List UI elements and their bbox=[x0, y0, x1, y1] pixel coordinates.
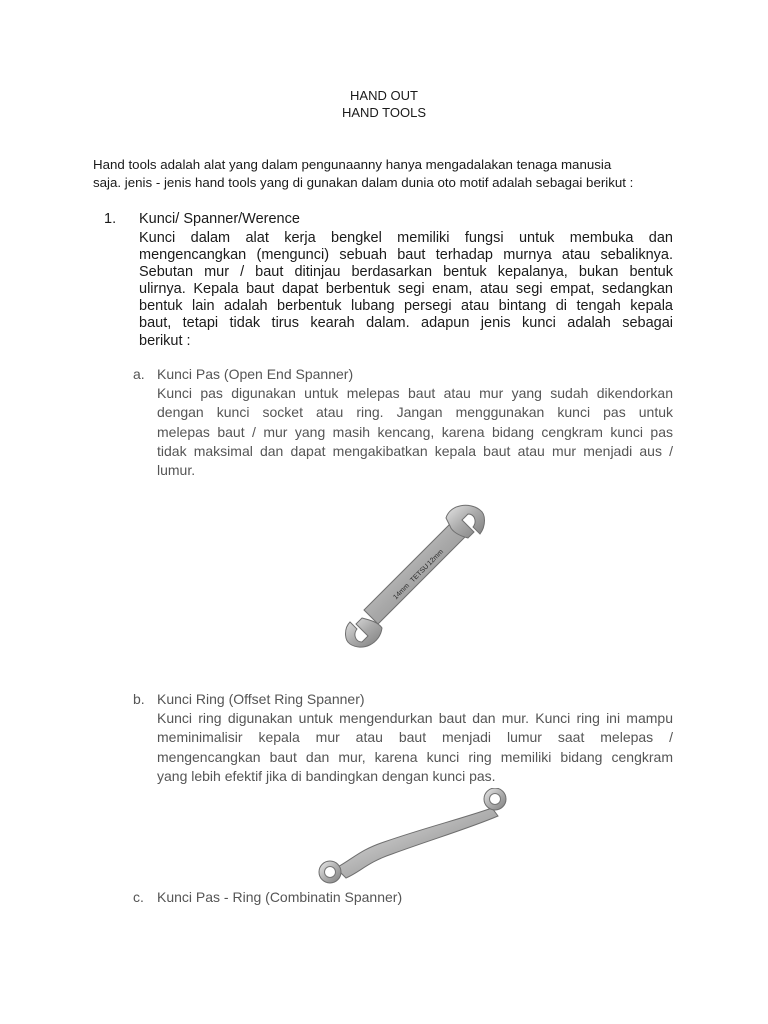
section-body-line: ulirnya. Kepala baut dapat berbentuk segi enam, atau segi empat, sedangkan bbox=[139, 281, 673, 298]
item-b-body-line: yang lebih efektif jika di bandingkan dengan kunci pas. bbox=[157, 767, 496, 784]
section-body-line: bentuk lain adalah berbentuk lubang persegi atau bintang di tengah kepala bbox=[139, 298, 673, 315]
item-a-body-line: dengan kunci socket atau ring. Jangan menggunakan kunci pas untuk bbox=[157, 404, 673, 421]
section-number: 1. bbox=[104, 211, 117, 227]
item-a-title: Kunci Pas (Open End Spanner) bbox=[157, 366, 354, 382]
item-b-letter: b. bbox=[133, 691, 145, 707]
spanner-brand: TETSU bbox=[409, 563, 431, 585]
section-body-line: berikut : bbox=[139, 332, 191, 349]
intro-paragraph bbox=[93, 156, 683, 192]
section-body-line: baut, tetapi tidak tirus kearah dalam. adapun jenis kunci adalah sebagai bbox=[139, 315, 673, 332]
item-a-body-line: melepas baut / mur yang masih kencang, karena bidang cengkram kunci pas bbox=[157, 423, 673, 440]
section-body-line: mengencangkan (mengunci) sebuah baut terhadap murnya atau sebaliknya. bbox=[139, 247, 673, 264]
item-b-body-line: meminimalisir kepala mur atau baut menjadi lumur saat melepas / bbox=[157, 729, 673, 746]
intro-line: Hand tools adalah alat yang dalam pengunaanny hanya mengadalakan tenaga manusia bbox=[93, 157, 612, 172]
item-a-body-line: tidak maksimal dan dapat mengakibatkan kepala baut atau mur menjadi aus / bbox=[157, 442, 673, 459]
header-subtitle: HAND TOOLS bbox=[341, 105, 427, 120]
spanner-size-left: 14mm bbox=[392, 582, 412, 602]
item-b-body bbox=[157, 709, 673, 786]
header-title: HAND OUT bbox=[350, 88, 418, 103]
item-a-body-line: lumur. bbox=[157, 462, 196, 479]
item-c-title: Kunci Pas - Ring (Combinatin Spanner) bbox=[157, 889, 403, 905]
item-a-body-line: Kunci pas digunakan untuk melepas baut atau mur yang sudah dikendorkan bbox=[157, 385, 673, 401]
item-b-title: Kunci Ring (Offset Ring Spanner) bbox=[157, 691, 365, 707]
open-end-spanner-image bbox=[340, 500, 490, 652]
item-c-letter: c. bbox=[133, 889, 144, 905]
item-b-body-line: mengencangkan baut dan mur, karena kunci ring memiliki bidang cengkram bbox=[157, 748, 673, 765]
item-a-body bbox=[157, 384, 673, 480]
spanner-size-right: 12mm bbox=[426, 548, 446, 568]
section-body-line: Sebutan mur / baut ditinjau berdasarkan bentuk kepalanya, bukan bentuk bbox=[139, 264, 673, 281]
offset-ring-spanner-image bbox=[314, 788, 518, 886]
section-body-line: Kunci dalam alat kerja bengkel memiliki fungsi untuk membuka dan bbox=[139, 230, 673, 246]
intro-line: saja. jenis - jenis hand tools yang di gunakan dalam dunia oto motif adalah sebagai berikut : bbox=[93, 175, 634, 190]
section-title: Kunci/ Spanner/Werence bbox=[139, 211, 300, 227]
item-b-body-line: Kunci ring digunakan untuk mengendurkan baut dan mur. Kunci ring ini mampu bbox=[157, 710, 673, 726]
section-body bbox=[139, 230, 673, 350]
item-a-letter: a. bbox=[133, 366, 145, 382]
